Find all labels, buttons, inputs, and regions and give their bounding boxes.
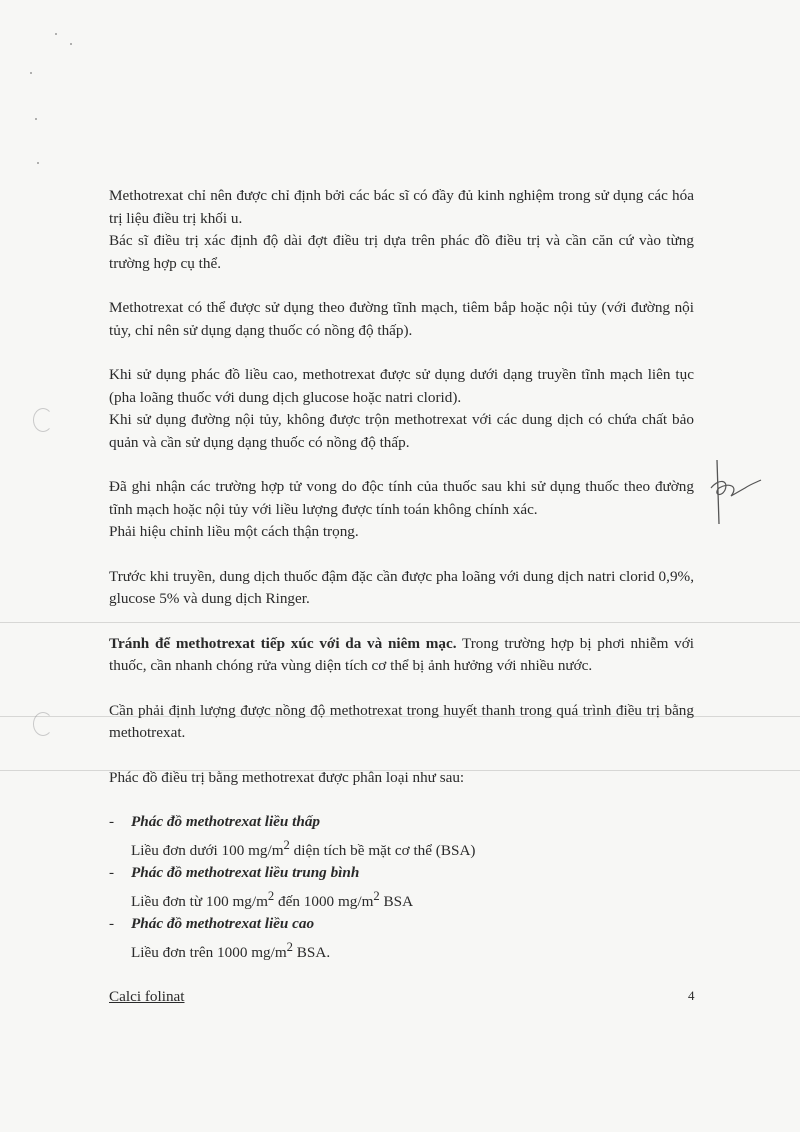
- scan-speck: [70, 43, 72, 45]
- text-line: Đã ghi nhận các trường hợp tử vong do độc tính của thuốc sau khi sử dụng thuốc theo đường tĩnh mạch hoặc nội tủy với liều lượng được tính toán không chính xác.: [109, 478, 694, 518]
- scan-speck: [30, 72, 32, 74]
- regimen-list: [109, 811, 694, 964]
- paragraph-indication: [109, 185, 694, 275]
- scan-speck: [37, 162, 39, 164]
- list-item: [109, 811, 694, 862]
- text-line: Methotrexat chỉ nên được chỉ định bởi các bác sĩ có đầy đủ kinh nghiệm trong sử dụng các hóa trị liệu điều trị khối u.: [109, 187, 694, 227]
- text-line: Cần phải định lượng được nồng độ methotrexat trong huyết thanh trong quá trình điều trị bằng methotrexat.: [109, 701, 694, 741]
- section-heading: [109, 986, 694, 1009]
- text-line: Methotrexat có thể được sử dụng theo đường tĩnh mạch, tiêm bắp hoặc nội tủy (với đường nội tủy, chỉ nên sử dụng dạng thuốc có nồng độ thấp).: [109, 299, 694, 339]
- text-line: Khi sử dụng đường nội tủy, không được trộn methotrexat với các dung dịch có chứa chất bảo quản và cần sử dụng dạng thuốc có nồng độ thấp.: [109, 411, 694, 451]
- text-line: Phải hiệu chỉnh liều một cách thận trọng.: [109, 523, 359, 540]
- punch-hole-mark: [33, 408, 53, 432]
- text-line: Trước khi truyền, dung dịch thuốc đậm đặc cần được pha loãng với dung dịch natri clorid 0,9%, glucose 5% và dung dịch Ringer.: [109, 567, 694, 607]
- list-item: [109, 913, 694, 964]
- paragraph-toxicity: [109, 476, 694, 544]
- warning-bold-text: Tránh để methotrexat tiếp xúc với da và niêm mạc.: [109, 634, 457, 652]
- text-line: Khi sử dụng phác đồ liều cao, methotrexat được sử dụng dưới dạng truyền tĩnh mạch liên tục (pha loãng thuốc với dung dịch glucose hoặc natri clorid).: [109, 366, 694, 406]
- regimen-title: Phác đồ methotrexat liều cao: [131, 915, 315, 933]
- paragraph-classification-intro: [109, 767, 694, 790]
- warning-text: Trong trường hợp bị phơi nhiễm với thuốc, cần nhanh chóng rửa vùng diện tích cơ thể bị ảnh hưởng với nhiều nước.: [109, 634, 694, 674]
- list-dash: -: [109, 813, 115, 830]
- document-body: [109, 185, 694, 1031]
- paragraph-high-dose: [109, 364, 694, 454]
- paragraph-dilution: [109, 566, 694, 611]
- paragraph-routes: [109, 297, 694, 342]
- regimen-title: Phác đồ methotrexat liều trung bình: [131, 864, 360, 882]
- text-line: Phác đồ điều trị bằng methotrexat được phân loại như sau:: [109, 768, 465, 786]
- list-dash: -: [109, 915, 115, 933]
- signature-mark: [705, 458, 765, 528]
- regimen-description: Liều đơn trên 1000 $mg/m^2$ BSA.: [131, 939, 331, 961]
- regimen-description: Liều đơn từ 100 $mg/m^2$ đến 1000 $mg/m^2$ BSA: [131, 888, 414, 910]
- text-line: Bác sĩ điều trị xác định độ dài đợt điều trị dựa trên phác đồ điều trị và cần căn cứ vào từng trường hợp cụ thể.: [109, 232, 694, 272]
- scan-speck: [35, 118, 37, 120]
- section-heading-text: Calci folinat: [109, 988, 185, 1006]
- list-dash: -: [109, 864, 115, 882]
- scan-speck: [55, 33, 57, 35]
- paragraph-monitoring: [109, 700, 694, 745]
- list-item: [109, 862, 694, 913]
- paragraph-exposure-warning: [109, 633, 694, 678]
- regimen-description: Liều đơn dưới 100 $mg/m^2$ diện tích bề mặt cơ thể (BSA): [131, 837, 476, 859]
- page-number: 4: [688, 988, 695, 1003]
- regimen-title: Phác đồ methotrexat liều thấp: [131, 813, 321, 830]
